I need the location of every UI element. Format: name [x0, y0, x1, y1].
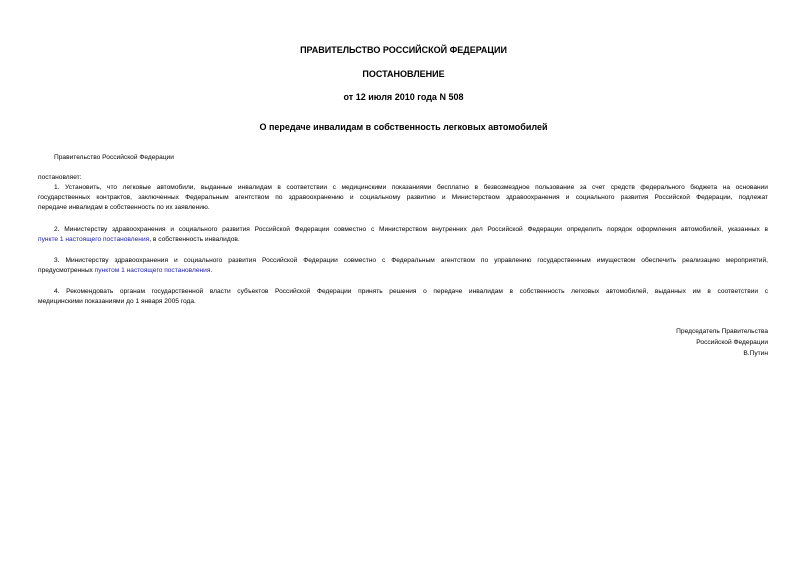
paragraph-3 — [38, 256, 768, 276]
paragraph-2 — [38, 225, 768, 245]
document-type-heading: ПОСТАНОВЛЕНИЕ — [362, 69, 445, 79]
decree-word: постановляет: — [38, 174, 82, 181]
date-number-heading: от 12 июля 2010 года N 508 — [343, 92, 464, 102]
paragraph-3-line-2 — [38, 266, 768, 276]
signature-position-line-1: Председатель Правительства — [676, 328, 768, 335]
paragraph-2-line-1: 2. Министерству здравоохранения и социального развития Российской Федерации совместно с Министерством внутренних дел Российской Федерации определить порядок оформления автомобилей, указанных в — [54, 226, 768, 233]
paragraph-1 — [38, 183, 768, 213]
paragraph-1-line-1: 1. Установить, что легковые автомобили, выданные инвалидам в соответствии с медицинскими показаниями бесплатно в безвозмездное пользование за счет средств федерального бюджета на основании — [54, 184, 768, 191]
paragraph-3-line-1: 3. Министерству здравоохранения и социального развития Российской Федерации совместно с Федеральным агентством по управлению государственным имуществом обеспечить реализацию мероприятий, — [54, 257, 768, 264]
paragraph-4 — [38, 287, 768, 307]
paragraph-4-line-1: 4. Рекомендовать органам государственной власти субъектов Российской Федерации принять решения о передаче инвалидам в собственность легковых автомобилей, выданных им в соответствии с — [54, 288, 768, 295]
document-title: О передаче инвалидам в собственность легковых автомобилей — [259, 122, 548, 132]
signature-position-line-2: Российской Федерации — [696, 339, 768, 346]
paragraph-1-line-2: государственных контрактов, заключенных Федеральным агентством по здравоохранению и социальному развитию и Министерством здравоохранения и социального развития Российской Федерации, подлежат — [38, 194, 768, 201]
intro-text: Правительство Российской Федерации — [54, 154, 174, 161]
paragraph-2-tail: , в собственность инвалидов. — [149, 236, 240, 243]
government-heading: ПРАВИТЕЛЬСТВО РОССИЙСКОЙ ФЕДЕРАЦИИ — [300, 45, 507, 55]
paragraph-2-line-2 — [38, 235, 768, 245]
paragraph-2-link[interactable]: пункте 1 настоящего постановления — [38, 236, 150, 243]
paragraph-1-line-3: передаче инвалидам в собственность по их заявлению. — [38, 204, 210, 211]
paragraph-3-tail: . — [210, 267, 213, 274]
paragraph-4-line-2: медицинскими показаниями до 1 января 2005 года. — [38, 298, 196, 305]
paragraph-3-lead: предусмотренных — [38, 267, 95, 274]
paragraph-3-link[interactable]: пунктом 1 настоящего постановления — [94, 267, 211, 274]
signature-name: В.Путин — [743, 350, 768, 357]
